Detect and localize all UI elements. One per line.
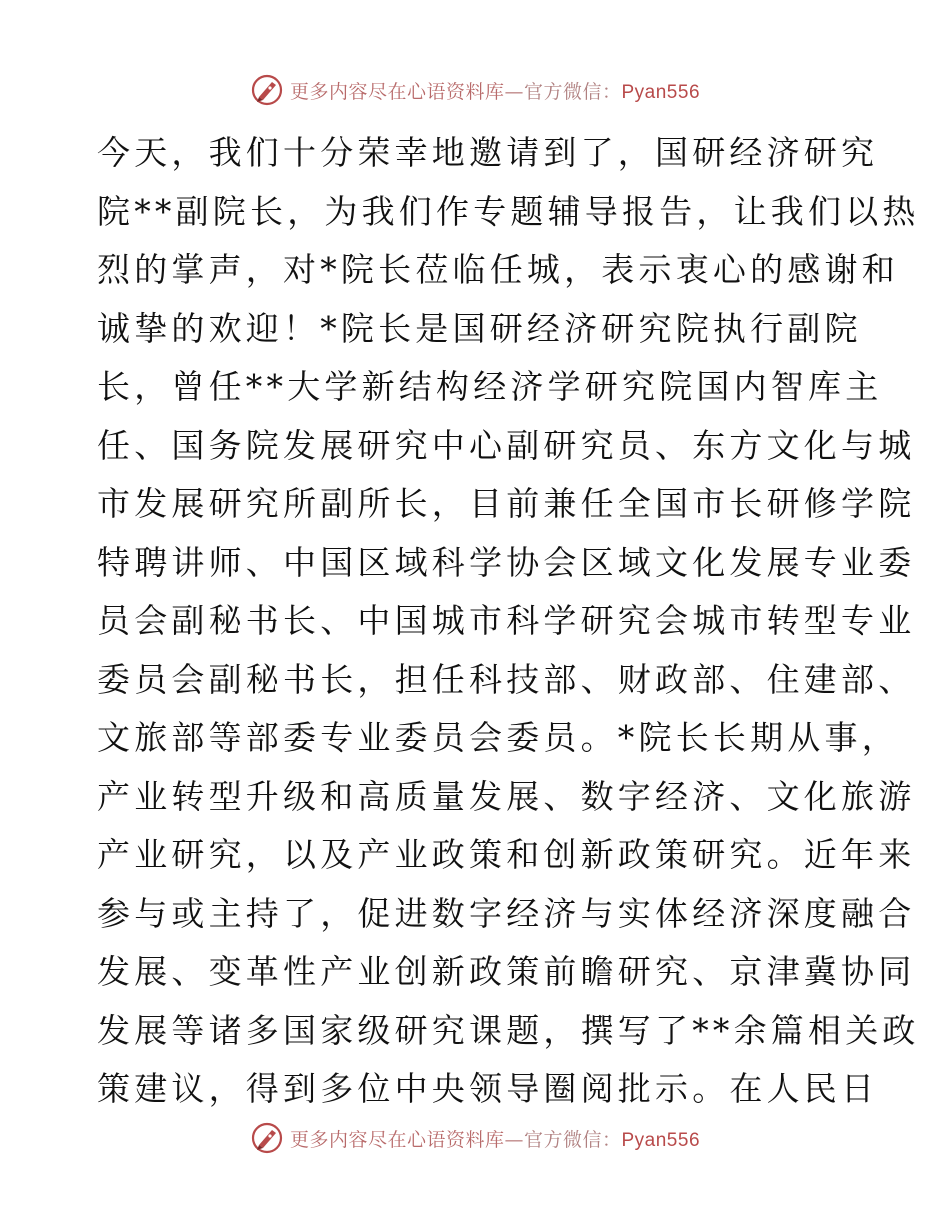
footer-separator: — (504, 1128, 524, 1151)
body-line: 任、国务院发展研究中心副研究员、东方文化与城 (97, 425, 916, 465)
header-wechat-label: 官方微信： (523, 80, 622, 103)
body-line: 参与或主持了，促进数字经济与实体经济深度融合 (97, 893, 916, 933)
header-brand: 更多内容尽在心语资料库 (289, 80, 505, 103)
pen-logo-icon (250, 1121, 284, 1155)
body-line: 产业转型升级和高质量发展、数字经济、文化旅游 (97, 776, 916, 816)
document-body (97, 124, 920, 1119)
header-banner-text (290, 77, 700, 104)
footer-wechat-id: Pyan556 (621, 1129, 701, 1151)
body-line: 发展、变革性产业创新政策前瞻研究、京津冀协同 (97, 952, 916, 991)
header-banner (0, 70, 950, 110)
body-line: 员会副秘书长、中国城市科学研究会城市转型专业 (97, 601, 916, 640)
body-line: 市发展研究所副所长，目前兼任全国市长研修学院 (97, 484, 916, 523)
body-line: 烈的掌声，对*院长莅临任城，表示衷心的感谢和 (97, 250, 899, 289)
pen-logo-icon (250, 73, 284, 107)
footer-banner-text (290, 1125, 700, 1152)
footer-wechat-label: 官方微信： (523, 1128, 622, 1151)
body-line: 特聘讲师、中国区域科学协会区域文化发展专业委 (97, 542, 916, 582)
footer-banner (0, 1118, 950, 1158)
header-wechat-id: Pyan556 (621, 81, 701, 103)
body-line: 策建议，得到多位中央领导圈阅批示。在人民日 (97, 1069, 879, 1108)
body-line: 产业研究，以及产业政策和创新政策研究。近年来 (97, 835, 916, 874)
header-separator: — (504, 80, 524, 103)
body-line: 发展等诸多国家级研究课题，撰写了**余篇相关政 (97, 1010, 920, 1050)
body-line: 院**副院长，为我们作专题辅导报告，让我们以热 (97, 191, 920, 231)
body-line: 今天，我们十分荣幸地邀请到了，国研经济研究 (97, 133, 879, 172)
body-line: 文旅部等部委专业委员会委员。*院长长期从事， (97, 718, 899, 757)
body-line: 长，曾任**大学新结构经济学研究院国内智库主 (97, 367, 883, 406)
body-line: 诚挚的欢迎！*院长是国研经济研究院执行副院 (97, 308, 862, 348)
body-line: 委员会副秘书长，担任科技部、财政部、住建部、 (97, 659, 916, 699)
footer-brand: 更多内容尽在心语资料库 (289, 1128, 505, 1151)
